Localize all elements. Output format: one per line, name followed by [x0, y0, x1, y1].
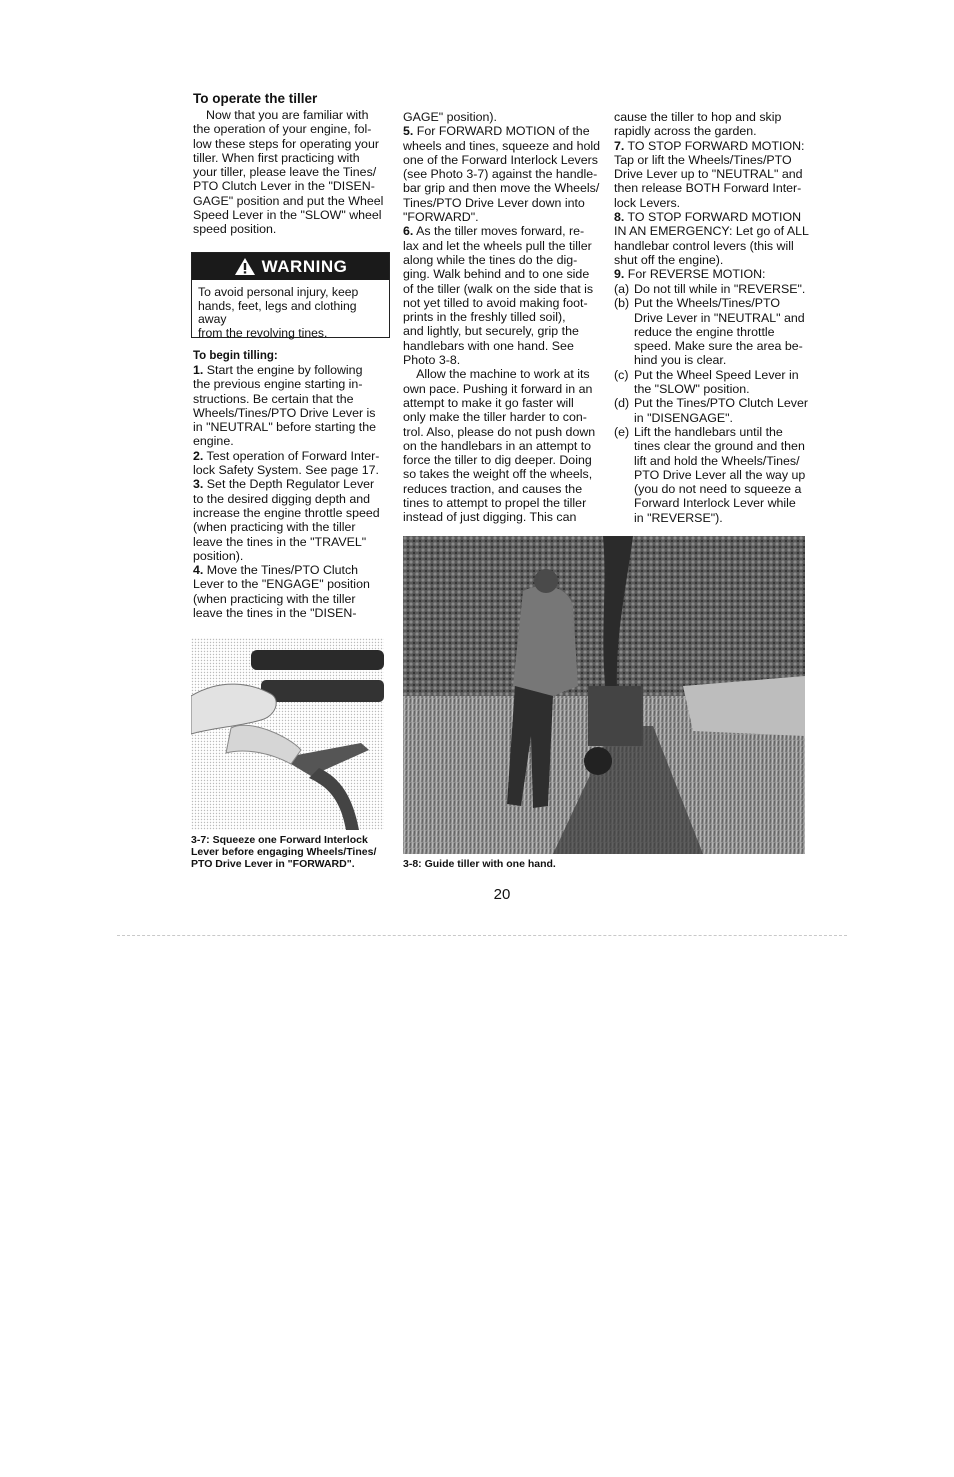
step-line: along while the tines do the dig- — [403, 252, 578, 267]
step-line: 5. For FORWARD MOTION of the — [403, 124, 590, 139]
intro-line: Now that you are familiar with — [206, 108, 369, 122]
step-line: 8. TO STOP FORWARD MOTION — [614, 210, 802, 225]
step-line: only make the tiller harder to con- — [403, 410, 587, 425]
step-line: IN AN EMERGENCY: Let go of ALL — [614, 224, 809, 239]
step-line: force the tiller to dig deeper. Doing — [403, 453, 592, 468]
reverse-item-text: Put the Tines/PTO Clutch Lever in "DISENGAGE". — [634, 396, 809, 425]
step-line: rapidly across the garden. — [614, 124, 757, 139]
step-number: 2. — [193, 448, 204, 463]
step-line: lock Safety System. See page 17. — [193, 463, 379, 478]
step-line: instead of just digging. This can — [403, 510, 577, 525]
step-line: Tap or lift the Wheels/Tines/PTO — [614, 152, 792, 167]
step-line: position). — [193, 548, 244, 563]
step-line: Photo 3-8. — [403, 353, 461, 368]
garden-photo-image — [403, 536, 805, 854]
step-line: cause the tiller to hop and skip — [614, 110, 782, 124]
step-line: (when practicing with the tiller — [193, 591, 356, 606]
step-line: shut off the engine). — [614, 252, 724, 267]
warning-label: WARNING — [261, 256, 348, 276]
reverse-item-label: (b) — [614, 296, 630, 311]
reverse-item — [614, 296, 809, 367]
step-line: GAGE" position). — [403, 110, 497, 124]
bottom-divider — [117, 935, 847, 936]
step-line: Allow the machine to work at its — [403, 367, 590, 382]
warning-text — [192, 280, 389, 346]
step-line: to the desired digging depth and — [193, 491, 371, 506]
reverse-item-text: Put the Wheel Speed Lever in the "SLOW" position. — [634, 367, 799, 397]
step-line: leave the tines in the "DISEN- — [193, 606, 357, 621]
step-line: 2. Test operation of Forward Inter- — [193, 448, 380, 463]
step-line: prints in the freshly tilled soil), — [403, 310, 566, 325]
reverse-item — [614, 368, 809, 397]
lever-photo-image — [191, 638, 384, 830]
reverse-item-label: (c) — [614, 367, 629, 382]
step-line: one of the Forward Interlock Levers — [403, 152, 598, 167]
step-line: of the tiller (walk on the side that is — [403, 281, 594, 296]
step-line: lock Levers. — [614, 195, 681, 210]
reverse-item-label: (e) — [614, 424, 630, 439]
step-line: 7. TO STOP FORWARD MOTION: — [614, 138, 805, 153]
step-line: 6. As the tiller moves forward, re- — [403, 224, 585, 239]
step-line: handlebars with one hand. See — [403, 338, 574, 353]
step-number: 1. — [193, 363, 204, 377]
reverse-item-label: (a) — [614, 282, 630, 296]
reverse-item-text: Put the Wheels/Tines/PTO Drive Lever in "NEUTRAL" and reduce the engine throttle speed. Make sure the area be- hind you is clear. — [634, 296, 805, 368]
step-number: 5. — [403, 124, 414, 139]
step-line: on the handlebars in an attempt to — [403, 438, 592, 453]
step-number: 6. — [403, 224, 414, 239]
warning-header — [192, 253, 389, 280]
warning-line: hands, feet, legs and clothing away — [198, 298, 357, 327]
step-line: Lever to the "ENGAGE" position — [193, 577, 370, 592]
step-line: the previous engine starting in- — [193, 377, 363, 392]
photo-3-7-caption — [191, 834, 391, 870]
step-line: 3. Set the Depth Regulator Lever — [193, 477, 375, 492]
step-line: leave the tines in the "TRAVEL" — [193, 534, 367, 549]
step-line: increase the engine throttle speed — [193, 505, 380, 520]
reverse-item-text: Do not till while in "REVERSE". — [634, 282, 806, 296]
steps-list-col2 — [403, 110, 603, 525]
step-line: not yet tilled to avoid making foot- — [403, 295, 588, 310]
step-line: bar grip and then move the Wheels/ — [403, 181, 600, 196]
reverse-item — [614, 425, 809, 525]
caption-line: PTO Drive Lever in "FORWARD". — [191, 858, 355, 870]
warning-triangle-icon — [234, 257, 256, 276]
warning-box — [191, 252, 390, 338]
step-line: "FORWARD". — [403, 210, 479, 225]
page-number: 20 — [493, 886, 511, 903]
step-line: ging. Walk behind and to one side — [403, 267, 590, 282]
step-line: attempt to make it go faster will — [403, 395, 574, 410]
step-line: 9. For REVERSE MOTION: — [614, 267, 766, 282]
step-line: so takes the weight off the wheels, — [403, 467, 593, 482]
caption-line: 3-7: Squeeze one Forward Interlock — [191, 834, 368, 846]
step-number: 9. — [614, 267, 625, 282]
reverse-item — [614, 396, 809, 425]
section-title: To operate the tiller — [193, 91, 318, 106]
reverse-item-label: (d) — [614, 396, 630, 411]
step-line: lax and let the wheels pull the tiller — [403, 238, 592, 253]
intro-line: tiller. When first practicing with — [193, 150, 360, 165]
warning-line: from the revolving tines. — [198, 325, 328, 340]
step-line: handlebar control levers (this will — [614, 238, 794, 253]
step-line: in "NEUTRAL" before starting the — [193, 420, 377, 435]
step-line: Wheels/Tines/PTO Drive Lever is — [193, 405, 376, 420]
intro-line: GAGE" position and put the Wheel — [193, 193, 384, 208]
intro-line: Speed Lever in the "SLOW" wheel — [193, 208, 382, 223]
step-line: trol. Also, please do not push down — [403, 424, 596, 439]
step-line: reduces traction, and causes the — [403, 481, 583, 496]
step-number: 4. — [193, 563, 204, 578]
step-line: 1. Start the engine by following — [193, 363, 363, 377]
step-line: (when practicing with the tiller — [193, 520, 356, 535]
intro-paragraph — [193, 108, 388, 237]
reverse-item — [614, 282, 809, 296]
step-line: (see Photo 3-7) against the handle- — [403, 167, 598, 182]
photo-3-7 — [191, 638, 384, 830]
steps-list-col3 — [614, 110, 809, 282]
step-number: 3. — [193, 477, 204, 492]
step-line: and lightly, but securely, grip the — [403, 324, 579, 339]
intro-line: speed position. — [193, 222, 277, 237]
intro-line: the operation of your engine, fol- — [193, 122, 372, 137]
intro-line: low these steps for operating your — [193, 136, 379, 151]
step-line: tines to attempt to propel the tiller — [403, 496, 587, 511]
step-line: Drive Lever up to "NEUTRAL" and — [614, 167, 803, 182]
reverse-steps — [614, 282, 809, 525]
steps-list-col1 — [193, 363, 388, 620]
step-line: then release BOTH Forward Inter- — [614, 181, 802, 196]
step-line: structions. Be certain that the — [193, 391, 354, 406]
caption-line: Lever before engaging Wheels/Tines/ — [191, 846, 377, 858]
photo-3-8-caption: 3-8: Guide tiller with one hand. — [403, 858, 556, 870]
step-number: 8. — [614, 210, 625, 225]
photo-3-8 — [403, 536, 805, 854]
warning-line: To avoid personal injury, keep — [198, 285, 359, 299]
step-number: 7. — [614, 138, 625, 153]
step-line: 4. Move the Tines/PTO Clutch — [193, 563, 359, 578]
reverse-item-text: Lift the handlebars until the tines clear the ground and then lift and hold the Wheels/Tines/ PTO Drive Lever all the way up (you do not need to squeeze a Forward Interlock Lever while in "REVERSE"). — [634, 424, 806, 525]
intro-line: PTO Clutch Lever in the "DISEN- — [193, 179, 375, 194]
step-line: own pace. Pushing it forward in an — [403, 381, 593, 396]
step-line: engine. — [193, 434, 234, 449]
intro-line: your tiller, please leave the Tines/ — [193, 165, 377, 180]
begin-tilling-heading: To begin tilling: — [193, 350, 278, 362]
step-line: wheels and tines, squeeze and hold — [403, 138, 601, 153]
step-line: Tines/PTO Drive Lever down into — [403, 195, 585, 210]
